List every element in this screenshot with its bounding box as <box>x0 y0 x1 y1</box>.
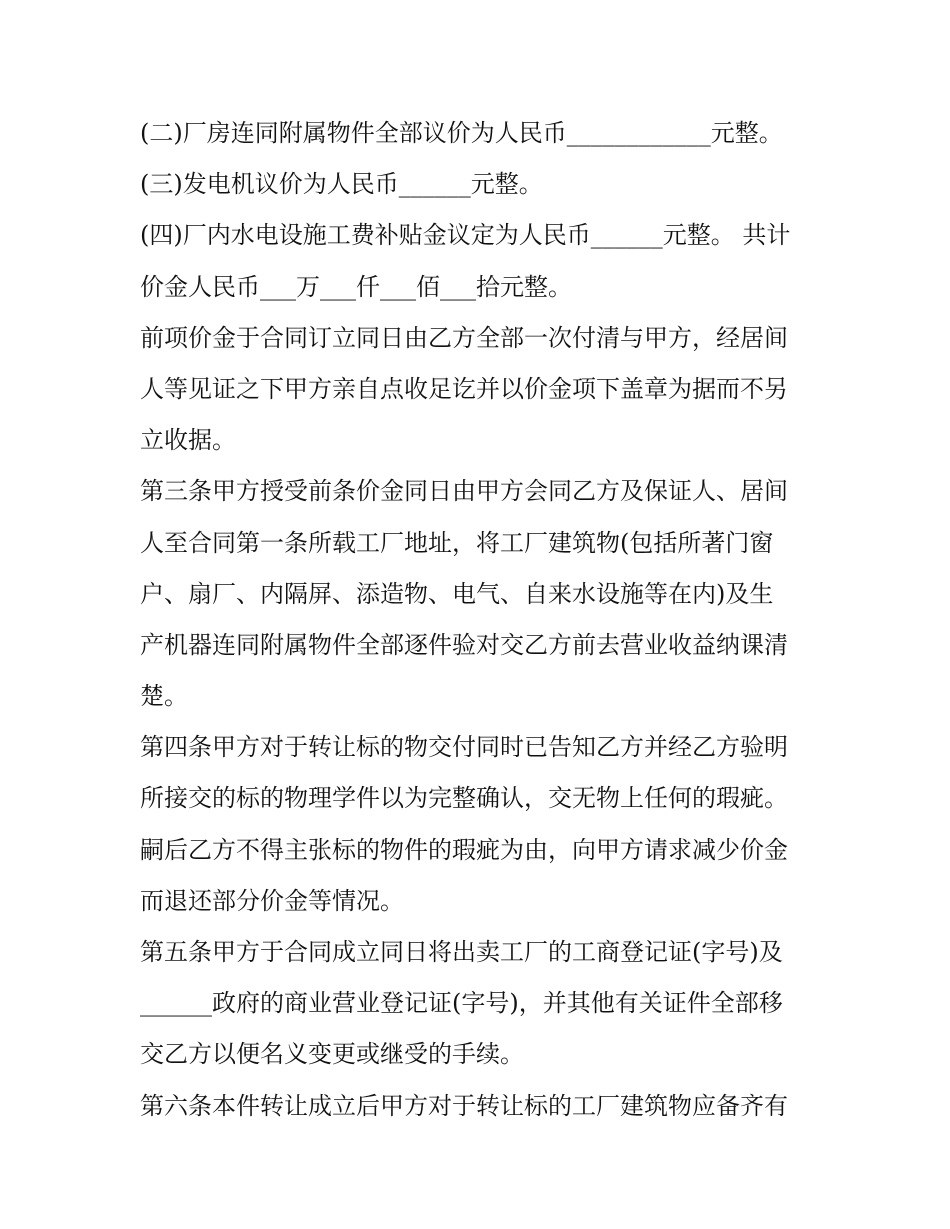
text-line: 交乙方以便名义变更或继受的手续。 <box>140 1040 524 1069</box>
text-line: 人等见证之下甲方亲自点收足讫并以价金项下盖章为据而不另 <box>140 374 788 403</box>
text-line: 楚。 <box>140 682 188 711</box>
text-line: (三)发电机议价为人民币______元整。 <box>140 170 543 199</box>
text-line: (四)厂内水电设施工费补贴金议定为人民币______元整。 共计 <box>140 221 791 250</box>
text-line: 第四条甲方对于转让标的物交付同时已告知乙方并经乙方验明 <box>140 733 788 762</box>
text-line: 第三条甲方授受前条价金同日由甲方会同乙方及保证人、居间 <box>140 477 788 506</box>
text-line: (二)厂房连同附属物件全部议价为人民币____________元整。 <box>140 119 783 147</box>
text-line: 而退还部分价金等情况。 <box>140 886 404 915</box>
text-line: 立收据。 <box>140 426 236 455</box>
text-line: 第五条甲方于合同成立同日将出卖工厂的工商登记证(字号)及 <box>140 938 783 966</box>
text-line: 产机器连同附属物件全部逐件验对交乙方前去营业收益纳课清 <box>140 630 788 659</box>
document-body <box>140 108 820 1132</box>
text-line: 嗣后乙方不得主张标的物件的瑕疵为由，向甲方请求减少价金 <box>140 835 788 864</box>
text-line: ______政府的商业营业登记证(字号)，并其他有关证件全部移 <box>140 989 783 1018</box>
text-line: 第六条本件转让成立后甲方对于转让标的工厂建筑物应备齐有 <box>140 1091 788 1120</box>
text-line: 所接交的标的物理学件以为完整确认，交无物上任何的瑕疵。 <box>140 784 788 813</box>
text-line: 价金人民币___万___仟___佰___拾元整。 <box>140 272 572 301</box>
text-line: 户、扇厂、内隔屏、添造物、电气、自来水设施等在内)及生 <box>140 579 774 608</box>
text-line: 前项价金于合同订立同日由乙方全部一次付清与甲方，经居间 <box>140 323 788 352</box>
text-line: 人至合同第一条所载工厂地址，将工厂建筑物(包括所著门窗 <box>140 528 774 557</box>
